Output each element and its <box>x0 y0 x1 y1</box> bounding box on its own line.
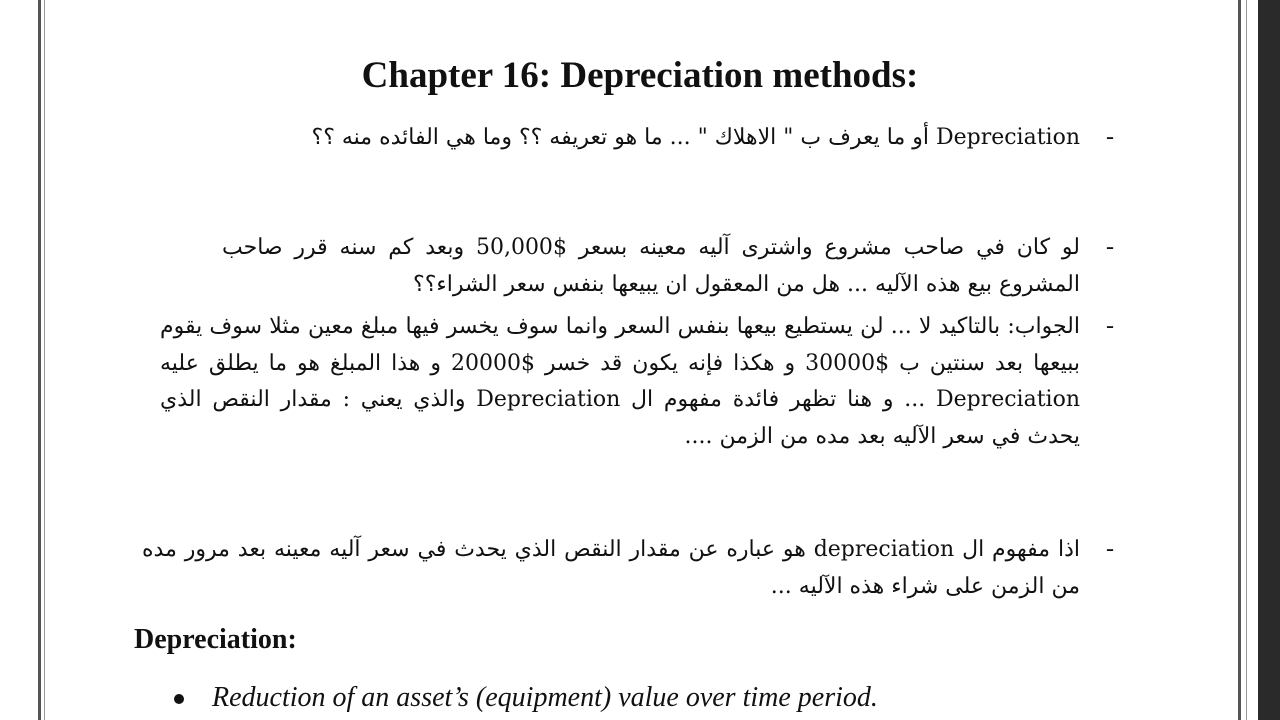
definition-item: Reduction of an asset’s (equipment) value over time period. <box>212 682 878 713</box>
bullet-dot-icon <box>174 694 184 704</box>
bullet-marker-2: - <box>1106 234 1114 260</box>
section-heading: Depreciation: <box>134 624 297 655</box>
page-border-right <box>1238 0 1241 720</box>
window-edge <box>1258 0 1280 720</box>
bullet-marker-4: - <box>1106 536 1114 562</box>
paragraph-3: الجواب: بالتاكيد لا ... لن يستطيع بيعها بنفس السعر وانما سوف يخسر فيها مبلغ معين مثلا سوف يقوم ببيعها بعد سنتين ب $30000 و هكذا فإنه يكون قد خسر $20000 و هذا المبلغ هو ما يطلق عليه Depreciation ... و هنا تظهر فائدة مفهوم ال Depreciation والذي يعني : مقدار النقص الذي يحدث في سعر الآليه بعد مده من الزمن .... <box>160 314 1080 449</box>
chapter-title: Chapter 16: Depreciation methods: <box>361 55 919 96</box>
paragraph-4: اذا مفهوم ال depreciation هو عباره عن مقدار النقص الذي يحدث في سعر آليه معينه بعد مرور مده من الزمن على شراء هذه الآليه ... <box>142 537 1080 599</box>
page-border-right-inner <box>1246 0 1247 720</box>
page-border-left-inner <box>44 0 45 720</box>
paragraph-2: لو كان في صاحب مشروع واشترى آليه معينه بسعر $50,000 وبعد كم سنه قرر صاحب المشروع بيع هذه الآليه ... هل من المعقول ان يبيعها بنفس سعر الشراء؟؟ <box>222 235 1080 297</box>
page-border-left <box>38 0 41 720</box>
bullet-marker-3: - <box>1106 313 1114 339</box>
paragraph-1: Depreciation أو ما يعرف ب " الاهلاك " ... ما هو تعريفه ؟؟ وما هي الفائده منه ؟؟ <box>311 125 1080 150</box>
bullet-marker-1: - <box>1106 124 1114 150</box>
